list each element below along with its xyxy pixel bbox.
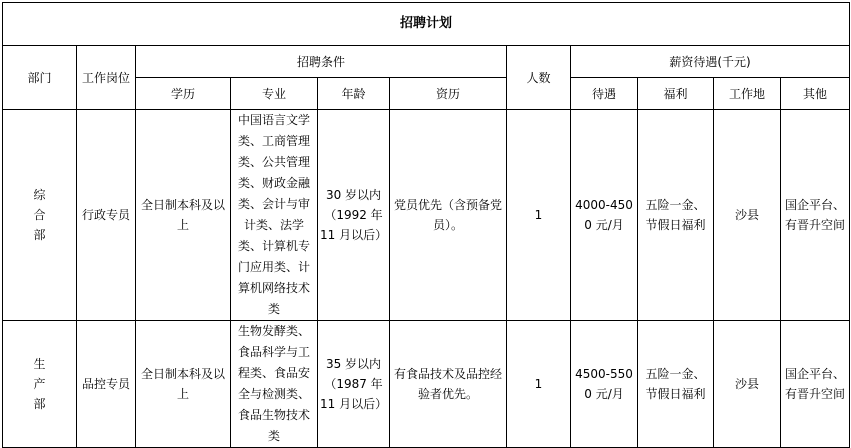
cell-other: 国企平台、有晋升空间 bbox=[781, 321, 850, 448]
header-salary-group: 薪资待遇(千元) bbox=[571, 46, 850, 78]
header-pay: 待遇 bbox=[571, 78, 638, 110]
header-education: 学历 bbox=[136, 78, 231, 110]
header-location: 工作地 bbox=[714, 78, 781, 110]
cell-pay: 4000-4500 元/月 bbox=[571, 110, 638, 321]
cell-location: 沙县 bbox=[714, 110, 781, 321]
header-major: 专业 bbox=[231, 78, 318, 110]
table-title: 招聘计划 bbox=[3, 3, 850, 46]
cell-benefits: 五险一金、节假日福利 bbox=[638, 110, 714, 321]
cell-qualification: 有食品技术及品控经验者优先。 bbox=[390, 321, 507, 448]
header-qualification: 资历 bbox=[390, 78, 507, 110]
cell-benefits: 五险一金、节假日福利 bbox=[638, 321, 714, 448]
cell-department: 综 合 部 bbox=[3, 110, 77, 321]
recruitment-plan-table bbox=[2, 2, 850, 448]
table-row bbox=[3, 110, 850, 321]
cell-pay: 4500-5500 元/月 bbox=[571, 321, 638, 448]
cell-count: 1 bbox=[507, 321, 571, 448]
header-age: 年龄 bbox=[318, 78, 390, 110]
cell-qualification: 党员优先（含预备党员）。 bbox=[390, 110, 507, 321]
cell-position: 行政专员 bbox=[77, 110, 136, 321]
cell-location: 沙县 bbox=[714, 321, 781, 448]
header-position: 工作岗位 bbox=[77, 46, 136, 110]
header-department: 部门 bbox=[3, 46, 77, 110]
header-other: 其他 bbox=[781, 78, 850, 110]
table-row bbox=[3, 321, 850, 448]
cell-age: 35 岁以内（1987 年 11 月以后） bbox=[318, 321, 390, 448]
header-count: 人数 bbox=[507, 46, 571, 110]
cell-major: 生物发酵类、食品科学与工程类、食品安全与检测类、食品生物技术类 bbox=[231, 321, 318, 448]
recruitment-plan-sheet bbox=[2, 2, 850, 448]
cell-major: 中国语言文学类、工商管理类、公共管理类、财政金融类、会计与审计类、法学类、计算机专门应用类、计算机网络技术类 bbox=[231, 110, 318, 321]
header-conditions: 招聘条件 bbox=[136, 46, 507, 78]
cell-other: 国企平台、有晋升空间 bbox=[781, 110, 850, 321]
cell-education: 全日制本科及以上 bbox=[136, 110, 231, 321]
header-benefits: 福利 bbox=[638, 78, 714, 110]
cell-age: 30 岁以内（1992 年 11 月以后） bbox=[318, 110, 390, 321]
cell-department: 生 产 部 bbox=[3, 321, 77, 448]
cell-position: 品控专员 bbox=[77, 321, 136, 448]
cell-count: 1 bbox=[507, 110, 571, 321]
cell-education: 全日制本科及以上 bbox=[136, 321, 231, 448]
